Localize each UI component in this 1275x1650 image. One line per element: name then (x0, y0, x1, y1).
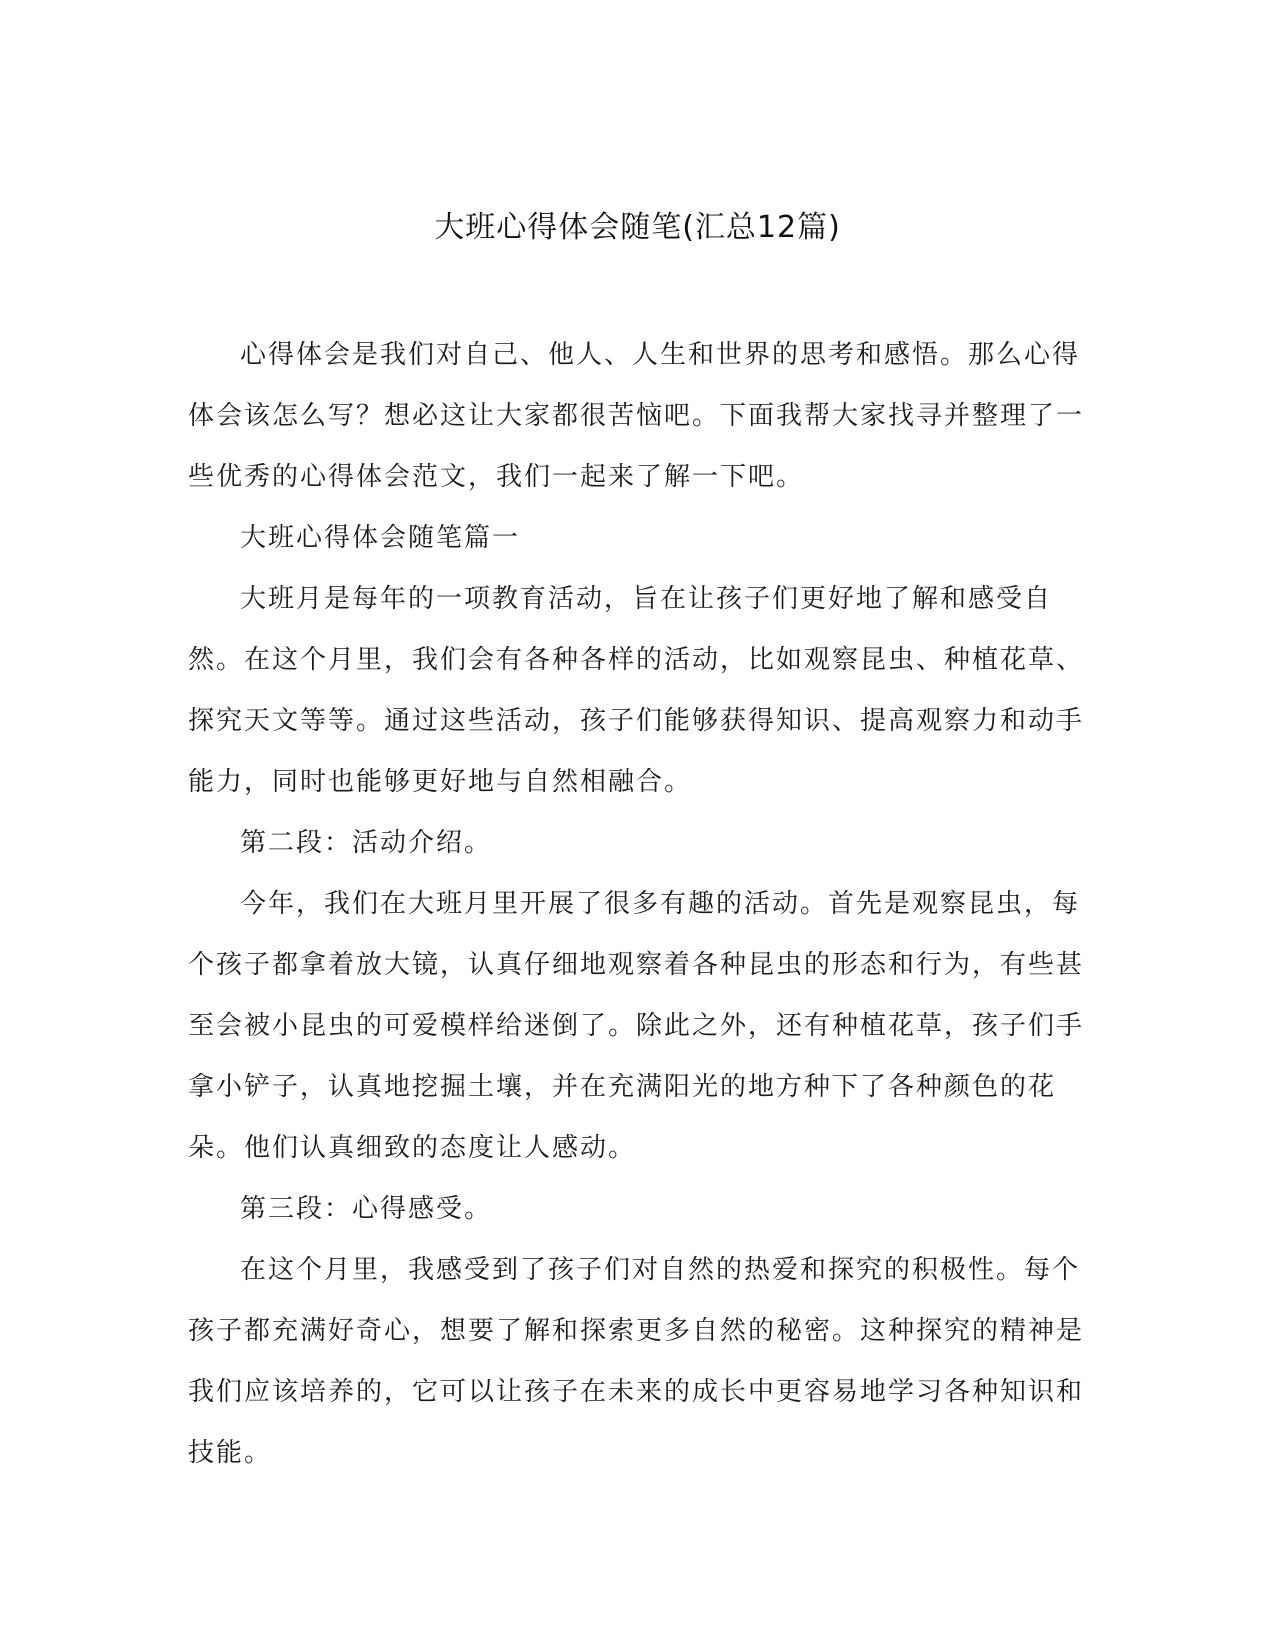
section-heading-essay-one: 大班心得体会随笔篇一 (240, 523, 521, 553)
paragraph-intro: 心得体会是我们对自己、他人、人生和世界的思考和感悟。那么心得体会该怎么写？想必这让大家都很苦恼吧。下面我帮大家找寻并整理了一些优秀的心得体会范文，我们一起来了解一下吧。 (188, 340, 1085, 492)
paragraph-activity-overview: 大班月是每年的一项教育活动，旨在让孩子们更好地了解和感受自然。在这个月里，我们会有各种各样的活动，比如观察昆虫、种植花草、探究天文等等。通过这些活动，孩子们能够获得知识、提高观察力和动手能力，同时也能够更好地与自然相融合。 (188, 584, 1085, 797)
section-heading-part-three: 第三段：心得感受。 (240, 1194, 493, 1224)
document-body (188, 325, 1088, 1484)
paragraph-activity-details: 今年，我们在大班月里开展了很多有趣的活动。首先是观察昆虫，每个孩子都拿着放大镜，认真仔细地观察着各种昆虫的形态和行为，有些甚至会被小昆虫的可爱模样给迷倒了。除此之外，还有种植花草，孩子们手拿小铲子，认真地挖掘土壤，并在充满阳光的地方种下了各种颜色的花朵。他们认真细致的态度让人感动。 (188, 889, 1085, 1163)
paragraph-reflection: 在这个月里，我感受到了孩子们对自然的热爱和探究的积极性。每个孩子都充满好奇心，想要了解和探索更多自然的秘密。这种探究的精神是我们应该培养的，它可以让孩子在未来的成长中更容易地学习各种知识和技能。 (188, 1255, 1085, 1468)
document-title: 大班心得体会随笔(汇总12篇) (434, 210, 841, 245)
section-heading-part-two: 第二段：活动介绍。 (240, 828, 493, 858)
